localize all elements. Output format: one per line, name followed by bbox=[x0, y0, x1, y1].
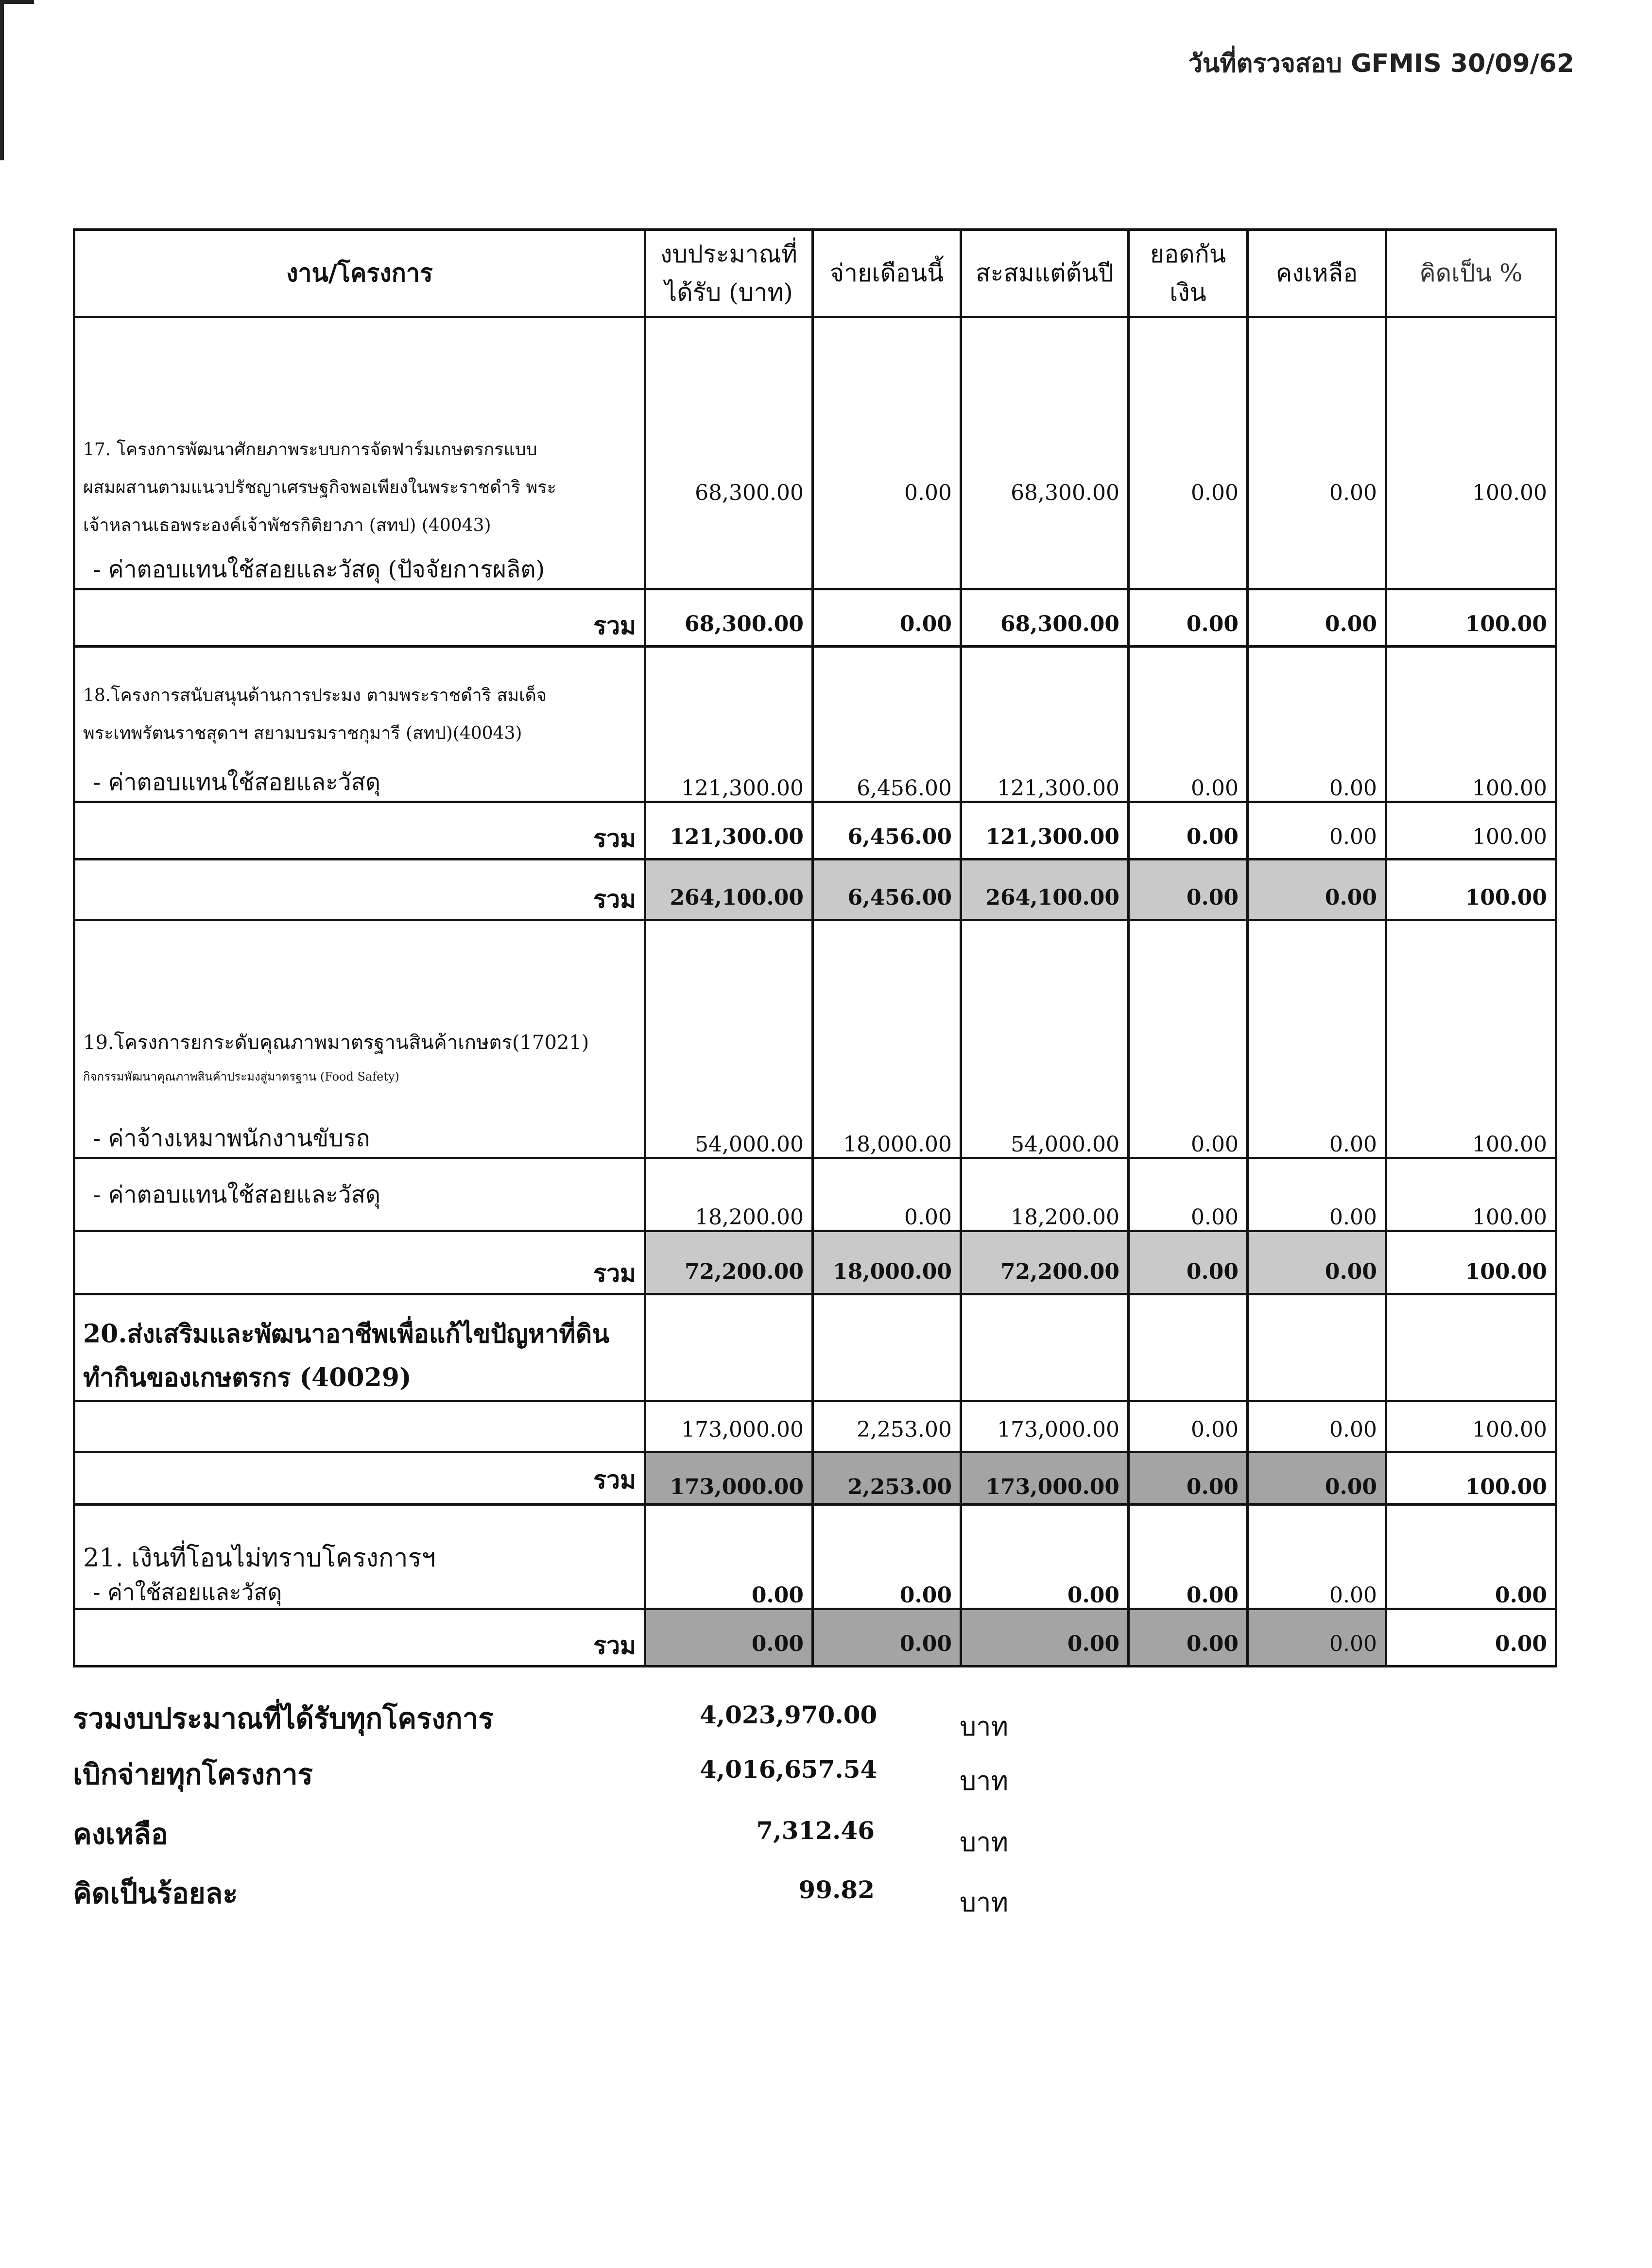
cell-budget: 121,300.00 bbox=[645, 647, 813, 802]
cell-paid-month: 2,253.00 bbox=[813, 1401, 961, 1452]
project-21-cell bbox=[74, 1505, 645, 1609]
project-17-title-1: 17. โครงการพัฒนาศักยภาพระบบการจัดฟาร์มเกษตรกรแบบ bbox=[83, 440, 537, 460]
cell-percent: 100.00 bbox=[1386, 920, 1556, 1158]
total-reserved: 0.00 bbox=[1129, 1452, 1248, 1505]
project-19-cell bbox=[74, 920, 645, 1158]
project-17-cell bbox=[74, 317, 645, 589]
total-remaining: 0.00 bbox=[1248, 1231, 1386, 1294]
total-remaining: 0.00 bbox=[1248, 589, 1386, 647]
total-reserved: 0.00 bbox=[1129, 589, 1248, 647]
summary-disbursed-unit: บาท bbox=[960, 1766, 1009, 1796]
project-20-title-2: ทำกินของเกษตรกร (40029) bbox=[83, 1363, 412, 1392]
total-paid-month: 0.00 bbox=[813, 589, 961, 647]
total-budget: 72,200.00 bbox=[645, 1231, 813, 1294]
cell-paid-month: 0.00 bbox=[813, 1505, 961, 1609]
cell-cumulative: 54,000.00 bbox=[961, 920, 1129, 1158]
summary-total-budget-unit: บาท bbox=[960, 1711, 1009, 1742]
project-19-item2-label: - ค่าตอบแทนใช้สอยและวัสดุ bbox=[93, 1181, 381, 1208]
cell-empty bbox=[813, 1294, 961, 1401]
project-18-title-1: 18.โครงการสนับสนุนด้านการประมง ตามพระราชดำริ สมเด็จ bbox=[83, 686, 547, 705]
cell-cumulative: 68,300.00 bbox=[961, 317, 1129, 589]
project-18-item-label: - ค่าตอบแทนใช้สอยและวัสดุ bbox=[93, 769, 381, 796]
summary-percent-label: คิดเป็นร้อยละ bbox=[73, 1877, 238, 1910]
cell-cumulative: 121,300.00 bbox=[961, 647, 1129, 802]
total-reserved: 0.00 bbox=[1129, 1231, 1248, 1294]
total-percent: 100.00 bbox=[1386, 1452, 1556, 1505]
cell-paid-month: 0.00 bbox=[813, 317, 961, 589]
total-label: รวม bbox=[74, 1609, 645, 1667]
project-19-item2-cell bbox=[74, 1158, 645, 1231]
cell-percent: 100.00 bbox=[1386, 647, 1556, 802]
cell-cumulative: 0.00 bbox=[961, 1505, 1129, 1609]
combined-total-remaining: 0.00 bbox=[1248, 859, 1386, 920]
table-row bbox=[74, 1158, 1556, 1231]
col-header-remaining: คงเหลือ bbox=[1248, 230, 1386, 317]
cell-reserved: 0.00 bbox=[1129, 647, 1248, 802]
cell-remaining: 0.00 bbox=[1248, 1505, 1386, 1609]
table-row bbox=[74, 1505, 1556, 1609]
total-budget: 121,300.00 bbox=[645, 802, 813, 859]
combined-total-cumulative: 264,100.00 bbox=[961, 859, 1129, 920]
total-label: รวม bbox=[74, 1231, 645, 1294]
project-20-cell bbox=[74, 1294, 645, 1401]
cell-remaining: 0.00 bbox=[1248, 1401, 1386, 1452]
col-header-percent: คิดเป็น % bbox=[1386, 230, 1556, 317]
table-row bbox=[74, 1401, 1556, 1452]
cell-empty bbox=[1248, 1294, 1386, 1401]
cell-cumulative: 173,000.00 bbox=[961, 1401, 1129, 1452]
summary-total-budget-label: รวมงบประมาณที่ได้รับทุกโครงการ bbox=[73, 1702, 494, 1735]
project-17-title-2: ผสมผสานตามแนวปรัชญาเศรษฐกิจพอเพียงในพระราชดำริ พระ bbox=[83, 478, 556, 498]
total-cumulative: 72,200.00 bbox=[961, 1231, 1129, 1294]
combined-total-row bbox=[74, 859, 1556, 920]
total-budget: 173,000.00 bbox=[645, 1452, 813, 1505]
summary-total-budget-value: 4,023,970.00 bbox=[700, 1701, 878, 1729]
cell-reserved: 0.00 bbox=[1129, 920, 1248, 1158]
cell-reserved: 0.00 bbox=[1129, 1401, 1248, 1452]
total-percent: 100.00 bbox=[1386, 589, 1556, 647]
cell-percent: 0.00 bbox=[1386, 1505, 1556, 1609]
total-row bbox=[74, 802, 1556, 859]
col-header-reserved: ยอดกันเงิน bbox=[1129, 230, 1248, 317]
summary-remaining-unit: บาท bbox=[960, 1827, 1009, 1857]
project-19-title: 19.โครงการยกระดับคุณภาพมาตรฐานสินค้าเกษตร(17021) bbox=[83, 1031, 589, 1054]
project-20-item-cell bbox=[74, 1401, 645, 1452]
cell-remaining: 0.00 bbox=[1248, 1158, 1386, 1231]
project-17-title-3: เจ้าหลานเธอพระองค์เจ้าพัชรกิติยาภา (สทป) (40043) bbox=[83, 515, 491, 535]
project-17-item-label: - ค่าตอบแทนใช้สอยและวัสดุ (ปัจจัยการผลิต) bbox=[93, 556, 545, 583]
cell-budget: 54,000.00 bbox=[645, 920, 813, 1158]
table-row bbox=[74, 647, 1556, 802]
total-label: รวม bbox=[74, 802, 645, 859]
cell-percent: 100.00 bbox=[1386, 1401, 1556, 1452]
total-percent: 0.00 bbox=[1386, 1609, 1556, 1667]
total-remaining: 0.00 bbox=[1248, 1452, 1386, 1505]
cell-reserved: 0.00 bbox=[1129, 317, 1248, 589]
total-row bbox=[74, 1452, 1556, 1505]
table-header-row bbox=[74, 230, 1556, 317]
project-20-title-1: 20.ส่งเสริมและพัฒนาอาชีพเพื่อแก้ไขปัญหาที่ดิน bbox=[83, 1319, 609, 1349]
summary-percent-unit: บาท bbox=[960, 1887, 1009, 1918]
table-row bbox=[74, 1294, 1556, 1401]
total-label: รวม bbox=[74, 589, 645, 647]
summary-remaining-label: คงเหลือ bbox=[73, 1818, 168, 1851]
cell-paid-month: 6,456.00 bbox=[813, 647, 961, 802]
total-percent: 100.00 bbox=[1386, 1231, 1556, 1294]
table-row bbox=[74, 920, 1556, 1158]
summary-percent-value: 99.82 bbox=[798, 1875, 875, 1904]
total-row bbox=[74, 589, 1556, 647]
combined-total-label: รวม bbox=[74, 859, 645, 920]
col-header-project: งาน/โครงการ bbox=[74, 230, 645, 317]
total-cumulative: 68,300.00 bbox=[961, 589, 1129, 647]
cell-reserved: 0.00 bbox=[1129, 1158, 1248, 1231]
project-21-title: 21. เงินที่โอนไม่ทราบโครงการฯ bbox=[83, 1544, 436, 1573]
total-reserved: 0.00 bbox=[1129, 802, 1248, 859]
combined-total-paid-month: 6,456.00 bbox=[813, 859, 961, 920]
project-19-subtitle: กิจกรรมพัฒนาคุณภาพสินค้าประมงสู่มาตรฐาน (Food Safety) bbox=[83, 1070, 399, 1083]
col-header-paid-month: จ่ายเดือนนี้ bbox=[813, 230, 961, 317]
combined-total-budget: 264,100.00 bbox=[645, 859, 813, 920]
summary-disbursed-value: 4,016,657.54 bbox=[700, 1755, 878, 1784]
total-paid-month: 6,456.00 bbox=[813, 802, 961, 859]
project-19-item1-label: - ค่าจ้างเหมาพนักงานขับรถ bbox=[93, 1125, 370, 1152]
total-cumulative: 0.00 bbox=[961, 1609, 1129, 1667]
cell-budget: 173,000.00 bbox=[645, 1401, 813, 1452]
scan-edge-mark bbox=[0, 0, 4, 160]
cell-paid-month: 0.00 bbox=[813, 1158, 961, 1231]
total-reserved: 0.00 bbox=[1129, 1609, 1248, 1667]
cell-budget: 18,200.00 bbox=[645, 1158, 813, 1231]
project-18-title-2: พระเทพรัตนราชสุดาฯ สยามบรมราชกุมารี (สทป)(40043) bbox=[83, 723, 522, 743]
total-paid-month: 0.00 bbox=[813, 1609, 961, 1667]
cell-empty bbox=[961, 1294, 1129, 1401]
budget-table bbox=[73, 228, 1557, 1667]
total-row bbox=[74, 1231, 1556, 1294]
gfmis-check-date: วันที่ตรวจสอบ GFMIS 30/09/62 bbox=[1188, 49, 1574, 78]
total-paid-month: 2,253.00 bbox=[813, 1452, 961, 1505]
cell-percent: 100.00 bbox=[1386, 317, 1556, 589]
cell-cumulative: 18,200.00 bbox=[961, 1158, 1129, 1231]
cell-reserved: 0.00 bbox=[1129, 1505, 1248, 1609]
col-header-cumulative: สะสมแต่ต้นปี bbox=[961, 230, 1129, 317]
summary-remaining-value: 7,312.46 bbox=[756, 1816, 875, 1845]
cell-remaining: 0.00 bbox=[1248, 920, 1386, 1158]
cell-empty bbox=[645, 1294, 813, 1401]
cell-remaining: 0.00 bbox=[1248, 317, 1386, 589]
total-budget: 0.00 bbox=[645, 1609, 813, 1667]
cell-paid-month: 18,000.00 bbox=[813, 920, 961, 1158]
cell-budget: 68,300.00 bbox=[645, 317, 813, 589]
total-paid-month: 18,000.00 bbox=[813, 1231, 961, 1294]
combined-total-percent: 100.00 bbox=[1386, 859, 1556, 920]
scan-corner-mark bbox=[0, 0, 34, 4]
table-row bbox=[74, 317, 1556, 589]
total-remaining: 0.00 bbox=[1248, 802, 1386, 859]
total-cumulative: 173,000.00 bbox=[961, 1452, 1129, 1505]
col-header-budget: งบประมาณที่ได้รับ (บาท) bbox=[645, 230, 813, 317]
total-budget: 68,300.00 bbox=[645, 589, 813, 647]
summary-disbursed-label: เบิกจ่ายทุกโครงการ bbox=[73, 1758, 313, 1791]
cell-empty bbox=[1129, 1294, 1248, 1401]
total-remaining: 0.00 bbox=[1248, 1609, 1386, 1667]
project-21-item-label: - ค่าใช้สอยและวัสดุ bbox=[93, 1579, 282, 1605]
project-18-cell bbox=[74, 647, 645, 802]
cell-remaining: 0.00 bbox=[1248, 647, 1386, 802]
total-label: รวม bbox=[74, 1452, 645, 1505]
cell-budget: 0.00 bbox=[645, 1505, 813, 1609]
cell-empty bbox=[1386, 1294, 1556, 1401]
combined-total-reserved: 0.00 bbox=[1129, 859, 1248, 920]
total-cumulative: 121,300.00 bbox=[961, 802, 1129, 859]
total-percent: 100.00 bbox=[1386, 802, 1556, 859]
cell-percent: 100.00 bbox=[1386, 1158, 1556, 1231]
total-row bbox=[74, 1609, 1556, 1667]
